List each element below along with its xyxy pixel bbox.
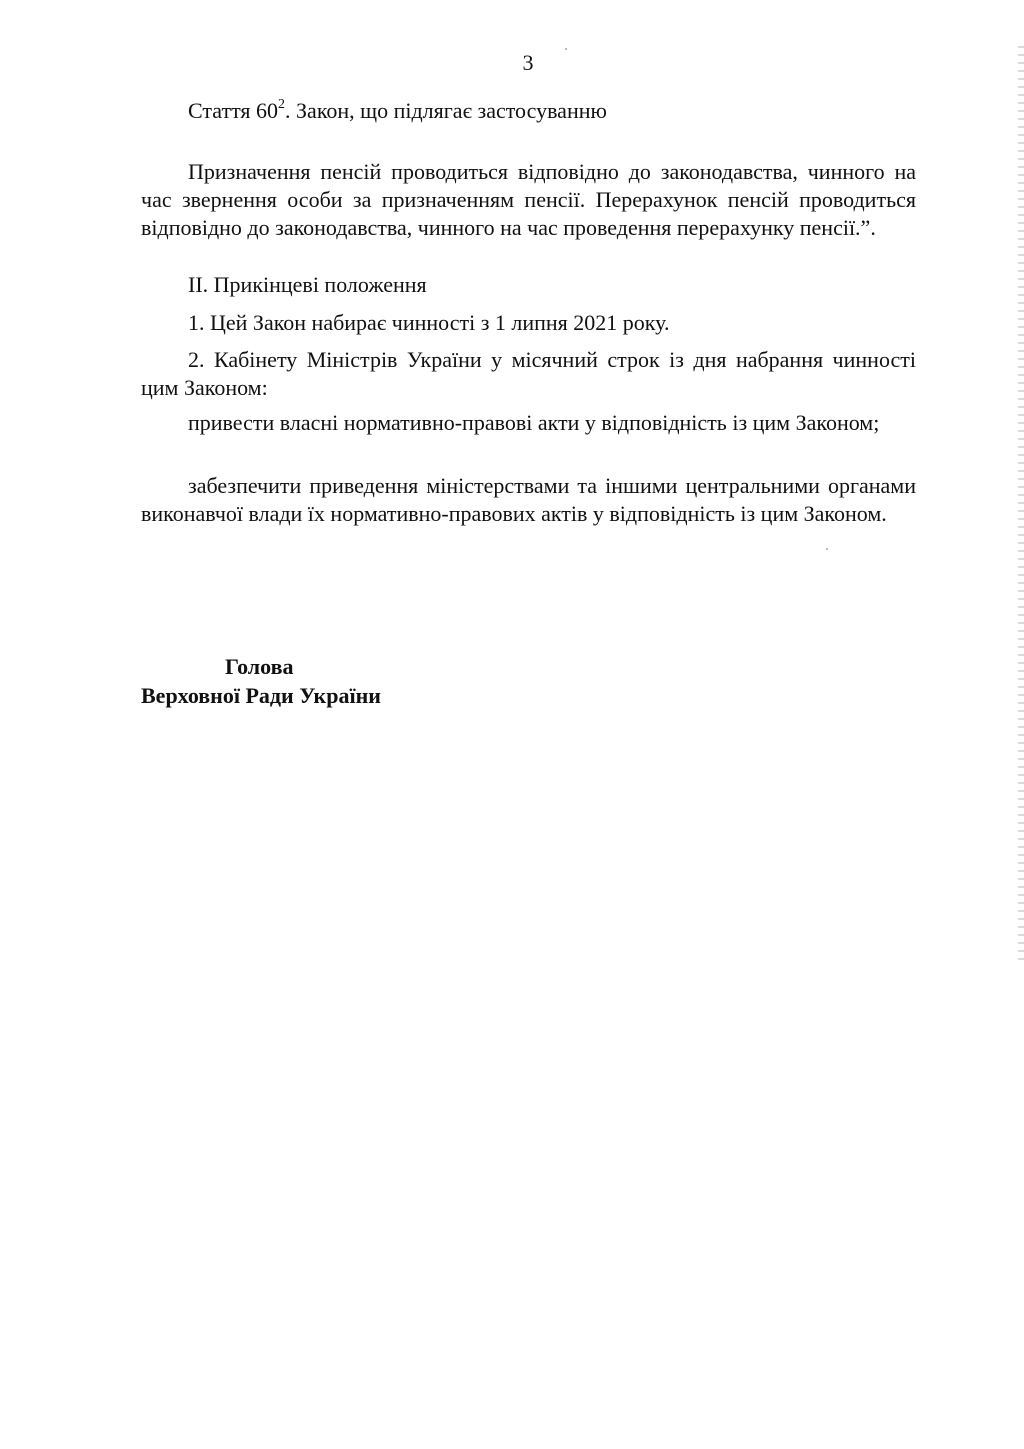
- scan-dot-artifact: [565, 48, 567, 50]
- paragraph-pension-rules: Призначення пенсій проводиться відповідно до законодавства, чинного на час звернення особи за призначенням пенсії. Перерахунок пенсій проводиться відповідно до законодавства, чинного на час проведення перерахунку пенсії.”.: [141, 159, 916, 240]
- scan-edge-artifact: [1018, 40, 1024, 960]
- signature-organization: Верховної Ради України: [141, 683, 381, 708]
- paragraph-align-acts: привести власні нормативно-правові акти у відповідність із цим Законом;: [188, 410, 880, 435]
- article-heading-prefix: Стаття 60: [188, 98, 279, 123]
- paragraph-ensure-ministries: забезпечити приведення міністерствами та іншими центральними органами виконавчої влади їх нормативно-правових актів у відповідність із цим Законом.: [141, 473, 916, 526]
- article-heading: [188, 98, 607, 124]
- paragraph-cabinet-instruction: 2. Кабінету Міністрів України у місячний строк із дня набрання чинності цим Законом:: [141, 347, 916, 400]
- signature-block: [141, 652, 381, 710]
- signature-title: Голова: [225, 654, 294, 679]
- scan-dot-artifact: [826, 548, 828, 550]
- article-heading-suffix: . Закон, що підлягає застосуванню: [285, 98, 607, 123]
- section-final-provisions-heading: ІІ. Прикінцеві положення: [188, 272, 427, 297]
- article-heading-superscript: 2: [278, 96, 286, 112]
- paragraph-effective-date: 1. Цей Закон набирає чинності з 1 липня 2021 року.: [188, 310, 670, 335]
- page-number: 3: [522, 50, 534, 75]
